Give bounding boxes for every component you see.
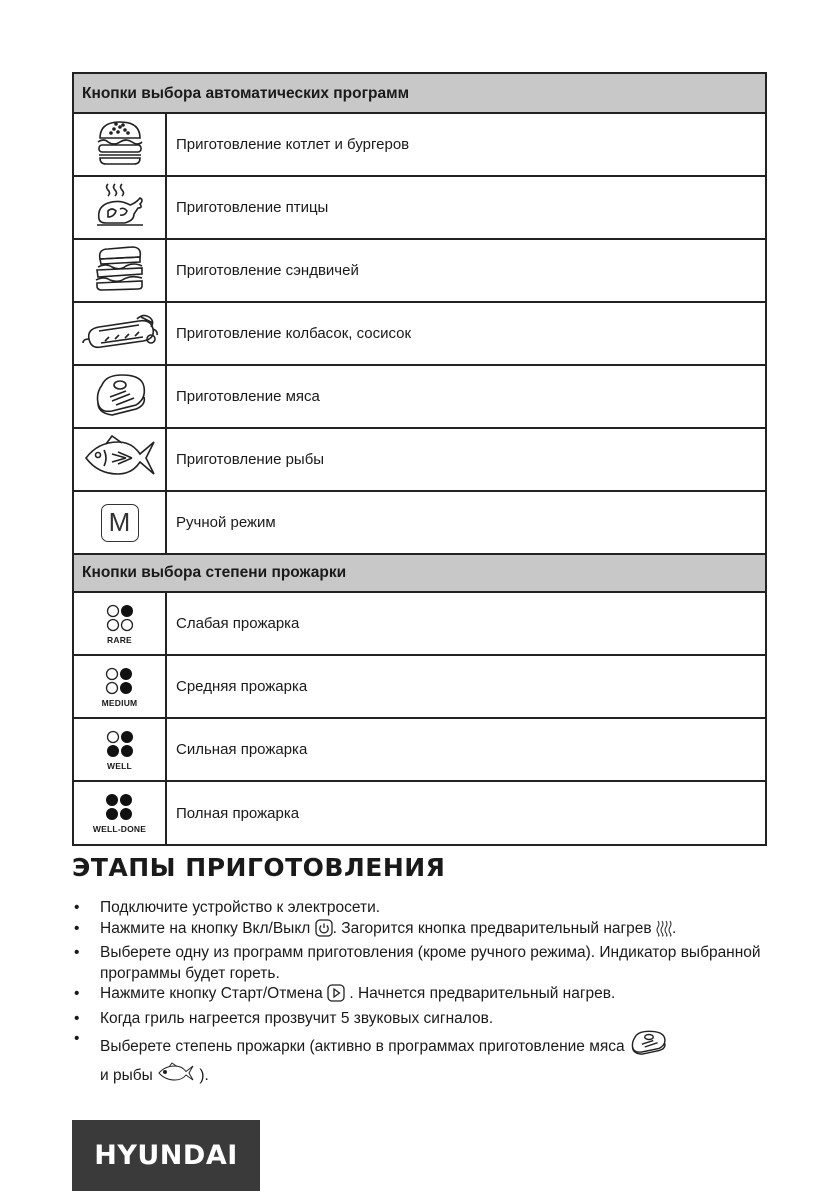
steak-icon bbox=[629, 1029, 669, 1062]
fish-icon bbox=[82, 434, 158, 485]
list-item: • Выберете одну из программ приготовления (кроме ручного режима). Индикатор выбранной программы будет гореть. bbox=[72, 943, 772, 984]
program-row-fish bbox=[74, 429, 765, 492]
program-row-poultry bbox=[74, 177, 765, 240]
doneness-label: Слабая прожарка bbox=[176, 615, 300, 632]
doneness-row-well bbox=[74, 719, 765, 782]
program-row-sausages bbox=[74, 303, 765, 366]
doneness-label: Сильная прожарка bbox=[176, 741, 308, 758]
fish-icon bbox=[157, 1062, 195, 1091]
brand-logo: HYUNDAI bbox=[72, 1120, 260, 1191]
chicken-icon bbox=[94, 181, 146, 234]
doneness-icon-label: WELL bbox=[107, 760, 132, 771]
section-title: ЭТАПЫ ПРИГОТОВЛЕНИЯ bbox=[72, 853, 446, 882]
program-row-manual bbox=[74, 492, 765, 555]
program-label: Приготовление рыбы bbox=[176, 451, 325, 468]
preheat-icon bbox=[656, 919, 672, 944]
doneness-icon-label: WELL-DONE bbox=[92, 824, 147, 834]
doneness-row-well-done bbox=[74, 782, 765, 844]
doneness-icon-label: MEDIUM bbox=[101, 697, 138, 708]
program-label: Приготовление колбасок, сосисок bbox=[176, 325, 412, 342]
program-label: Приготовление сэндвичей bbox=[176, 262, 359, 279]
play-button-icon bbox=[327, 984, 345, 1009]
doneness-label: Средняя прожарка bbox=[176, 678, 308, 695]
sausage-icon bbox=[81, 309, 159, 358]
doneness-label: Полная прожарка bbox=[176, 804, 300, 822]
steak-icon bbox=[92, 371, 148, 422]
programs-header: Кнопки выбора автоматических программ bbox=[74, 74, 765, 114]
list-item: • Выберете степень прожарки (активно в программах приготовление мяса и рыбы ). bbox=[72, 1029, 772, 1090]
program-row-burgers bbox=[74, 114, 765, 177]
manual-m-icon: M bbox=[101, 504, 139, 542]
list-item: • Нажмите кнопку Старт/Отмена . Начнется предварительный нагрев. bbox=[72, 984, 772, 1009]
program-row-sandwiches bbox=[74, 240, 765, 303]
power-button-icon bbox=[315, 919, 333, 944]
well-done-dots-icon bbox=[104, 792, 134, 822]
doneness-row-medium bbox=[74, 656, 765, 719]
programs-table bbox=[72, 72, 767, 846]
program-label: Ручной режим bbox=[176, 514, 276, 531]
program-label: Приготовление птицы bbox=[176, 199, 329, 216]
burger-icon bbox=[94, 118, 146, 171]
well-dots-icon bbox=[105, 729, 135, 759]
medium-dots-icon bbox=[104, 666, 134, 696]
rare-dots-icon bbox=[105, 603, 135, 633]
program-label: Приготовление мяса bbox=[176, 388, 320, 405]
steps-list bbox=[72, 898, 772, 1090]
program-row-meat bbox=[74, 366, 765, 429]
list-item: • Когда гриль нагреется прозвучит 5 звуковых сигналов. bbox=[72, 1009, 772, 1030]
list-item: • Нажмите на кнопку Вкл/Выкл . Загорится кнопка предварительный нагрев . bbox=[72, 919, 772, 944]
list-item: • Подключите устройство к электросети. bbox=[72, 898, 772, 919]
sandwich-icon bbox=[92, 243, 148, 298]
doneness-header: Кнопки выбора степени прожарки bbox=[74, 555, 765, 593]
doneness-icon-label: RARE bbox=[107, 634, 132, 645]
doneness-row-rare bbox=[74, 593, 765, 656]
program-label: Приготовление котлет и бургеров bbox=[176, 136, 410, 153]
